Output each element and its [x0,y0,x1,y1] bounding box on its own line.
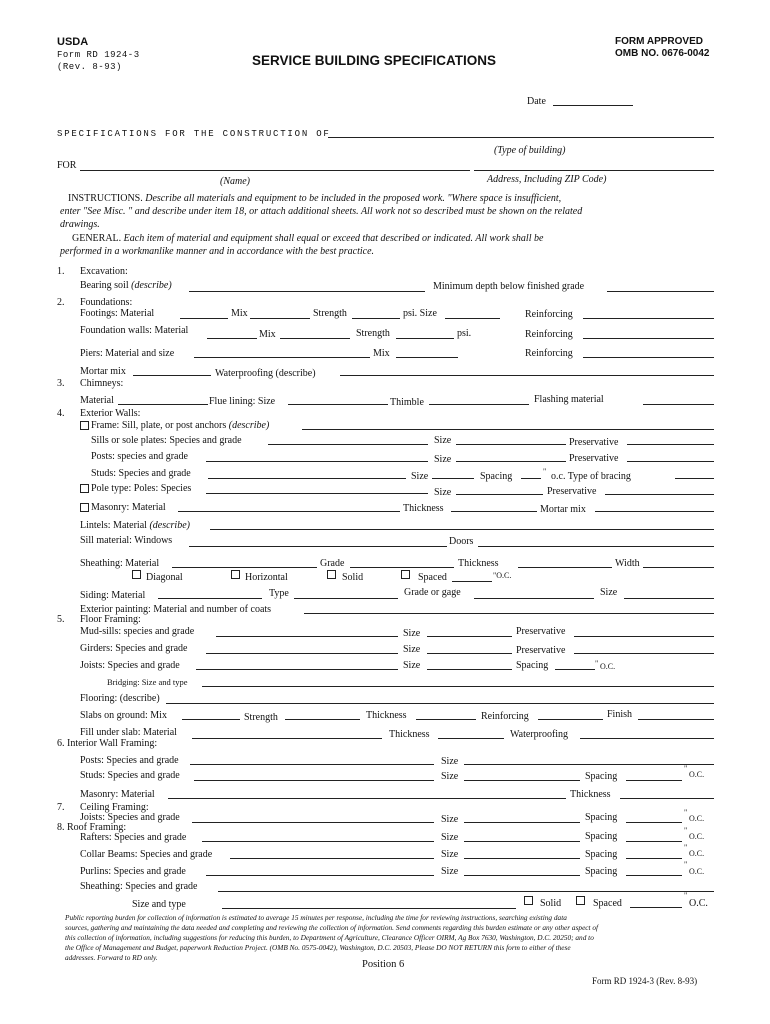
rafters-label: Rafters: Species and grade [80,832,187,843]
sills-size-label: Size [434,435,452,446]
section-3-number: 3. [57,378,65,389]
general-line-1: GENERAL. Each item of material and equipment shall equal or exceed that described or indicated. All work shall be [72,233,544,244]
slabs-strength-label: Strength [244,712,278,723]
posts-label: Posts: species and grade [91,451,188,462]
studs-bracing-label: o.c. Type of bracing [551,471,631,482]
grade-gage-label: Grade or gage [404,587,461,598]
building-type-caption: (Type of building) [494,145,566,156]
section-6-title: 6. Interior Wall Framing: [57,738,158,749]
joists-spacing-label: Spacing [516,660,549,671]
slabs-mix-field[interactable] [182,719,240,720]
joists-inch-mark: " [595,659,599,668]
sheathing-grade-field[interactable] [350,567,454,568]
mortar-mix-field[interactable] [133,375,211,376]
burden-line-2: sources, gathering and maintaining the data needed and completing and reviewing the collection of information. Send comments regarding this burden estimate or any other aspect of [65,923,599,932]
sheathing-width-label: Width [615,558,640,569]
girders-field[interactable] [206,653,398,654]
rafters-spacing-field[interactable] [626,841,682,842]
girders-preservative-field[interactable] [574,653,714,654]
iw-masonry-thickness-field[interactable] [620,798,714,799]
roof-solid-label: Solid [540,898,562,909]
sills-field[interactable] [268,444,428,445]
form-approved: FORM APPROVED [615,36,703,47]
fill-waterproofing-field[interactable] [580,738,714,739]
studs-inch-mark: " [543,467,547,476]
posts-size-label: Size [434,454,452,465]
slabs-reinforcing-label: Reinforcing [481,711,529,722]
ceiling-joists-field[interactable] [192,822,434,823]
burden-line-1: Public reporting burden for collection of information is estimated to average 15 minutes per response, including the time for reviewing instructions, searching existing data [65,913,567,922]
bridging-label: Bridging: Size and type [107,677,188,687]
fill-thickness-field[interactable] [438,738,504,739]
revision-label: (Rev. 8-93) [57,62,122,72]
iw-studs-size-field[interactable] [464,780,580,781]
horizontal-checkbox[interactable] [231,570,240,579]
slabs-strength-field[interactable] [285,719,360,720]
purlins-field[interactable] [206,875,434,876]
pole-species-field[interactable] [206,493,428,494]
walls-mix-label: Mix [259,329,276,340]
iw-posts-size-field[interactable] [464,764,714,765]
piers-label: Piers: Material and size [80,348,175,359]
iw-studs-size-label: Size [441,771,459,782]
siding-material-field[interactable] [158,598,262,599]
mudsills-size-field[interactable] [427,636,512,637]
lintels-field[interactable] [210,529,714,530]
roof-spaced-checkbox[interactable] [576,896,585,905]
flue-lining-field[interactable] [288,404,388,405]
pole-preservative-label: Preservative [547,486,597,497]
walls-material-field[interactable] [207,338,257,339]
section-4-title: Exterior Walls: [80,408,141,419]
piers-mix-field[interactable] [396,357,458,358]
footings-mix-field[interactable] [250,318,310,319]
section-7-title: Ceiling Framing: [80,802,149,813]
sills-label: Sills or sole plates: Species and grade [91,435,242,446]
sills-preservative-field[interactable] [627,444,714,445]
roof-solid-checkbox[interactable] [524,896,533,905]
iw-studs-oc-label: O.C. [689,770,705,779]
roof-spaced-label: Spaced [593,898,622,909]
waterproofing-field[interactable] [340,375,714,376]
diagonal-checkbox[interactable] [132,570,141,579]
section-1-title: Excavation: [80,266,128,277]
name-caption: (Name) [220,176,250,187]
sills-preservative-label: Preservative [569,437,619,448]
sheathing-thickness-field[interactable] [518,567,612,568]
sill-material-label: Sill material: Windows [80,535,173,546]
windows-field[interactable] [189,546,447,547]
lintels-label: Lintels: Material (describe) [80,520,190,531]
collar-beams-field[interactable] [230,858,434,859]
foundation-walls-label: Foundation walls: Material [80,325,189,336]
iw-studs-field[interactable] [194,780,434,781]
iw-posts-size-label: Size [441,756,459,767]
flooring-field[interactable] [166,703,714,704]
footings-material-field[interactable] [180,318,228,319]
masonry-field[interactable] [178,511,400,512]
walls-mix-field[interactable] [280,338,350,339]
section-7-number: 7. [57,802,65,813]
roof-sheathing-label: Sheathing: Species and grade [80,881,198,892]
chimney-material-field[interactable] [118,404,208,405]
omb-number: OMB NO. 0676-0042 [615,48,710,59]
general-line-2: performed in a workmanlike manner and in accordance with the best practice. [60,246,375,257]
building-type-field[interactable] [328,137,714,138]
fill-thickness-label: Thickness [389,729,430,740]
spaced-oc-label: "O.C. [493,571,512,580]
form-number: Form RD 1924-3 [57,50,140,60]
form-id-footer: Form RD 1924-3 (Rev. 8-93) [592,976,698,986]
mudsills-field[interactable] [216,636,398,637]
mudsills-label: Mud-sills: species and grade [80,626,195,637]
purlins-spacing-field[interactable] [626,875,682,876]
siding-type-field[interactable] [294,598,398,599]
burden-line-5: addresses. Forward to RD only. [65,953,158,962]
joists-spacing-field[interactable] [555,669,595,670]
purlins-oc-label: O.C. [689,867,705,876]
pole-type-label: Pole type: Poles: Species [91,483,192,494]
rafters-inch-mark: " [684,826,688,835]
slabs-reinforcing-field[interactable] [538,719,603,720]
mortar-mix-label: Mortar mix [80,366,126,377]
joists-size-field[interactable] [427,669,512,670]
fill-waterproofing-label: Waterproofing [510,729,569,740]
collar-beams-inch-mark: " [684,843,688,852]
slabs-label: Slabs on ground: Mix [80,710,167,721]
bracing-field[interactable] [675,478,714,479]
roof-spaced-field[interactable] [630,907,682,908]
collar-beams-spacing-label: Spacing [585,849,618,860]
instructions-line-3: drawings. [60,219,100,230]
pole-size-label: Size [434,487,452,498]
rafters-field[interactable] [202,841,434,842]
mortar-mix-label-2: Mortar mix [540,504,586,515]
footings-psi-size-label: psi. Size [403,308,437,319]
rafters-spacing-label: Spacing [585,831,618,842]
flue-lining-label: Flue lining: Size [209,396,276,407]
girders-label: Girders: Species and grade [80,643,188,654]
siding-size-label: Size [600,587,618,598]
purlins-spacing-label: Spacing [585,866,618,877]
collar-beams-size-label: Size [441,849,459,860]
siding-label: Siding: Material [80,590,146,601]
collar-beams-oc-label: O.C. [689,849,705,858]
min-depth-field[interactable] [607,291,714,292]
iw-masonry-thickness-label: Thickness [570,789,611,800]
chimney-material-label: Material [80,395,114,406]
diagonal-label: Diagonal [146,572,183,583]
collar-beams-label: Collar Beams: Species and grade [80,849,213,860]
address-field[interactable] [474,170,714,171]
grade-gage-field[interactable] [474,598,594,599]
bearing-soil-field[interactable] [189,291,425,292]
slabs-finish-field[interactable] [638,719,714,720]
mudsills-size-label: Size [403,628,421,639]
siding-size-field[interactable] [624,598,714,599]
construction-of-label: SPECIFICATIONS FOR THE CONSTRUCTION OF [57,129,331,139]
fill-label: Fill under slab: Material [80,727,177,738]
section-1-number: 1. [57,266,65,277]
walls-strength-label: Strength [356,328,390,339]
iw-studs-spacing-field[interactable] [626,780,682,781]
pole-type-checkbox[interactable] [80,484,89,493]
posts-preservative-field[interactable] [627,461,714,462]
ceiling-joists-inch-mark: " [684,808,688,817]
slabs-thickness-field[interactable] [416,719,476,720]
ceiling-joists-size-label: Size [441,814,459,825]
iw-masonry-label: Masonry: Material [80,789,155,800]
purlins-label: Purlins: Species and grade [80,866,186,877]
studs-spacing-label: Spacing [480,471,513,482]
ext-painting-label: Exterior painting: Material and number of coats [80,604,272,615]
iw-studs-label: Studs: Species and grade [80,770,180,781]
joists-size-label: Size [403,660,421,671]
iw-masonry-field[interactable] [168,798,566,799]
for-label: FOR [57,160,77,171]
thimble-label: Thimble [390,397,424,408]
studs-size-label: Size [411,471,429,482]
address-caption: Address, Including ZIP Code) [487,174,607,185]
iw-posts-label: Posts: Species and grade [80,755,179,766]
instructions-line-2: enter "See Misc. " and describe under item 18, or attach additional sheets. All work not so described must be shown on the related [60,206,583,217]
section-5-title: Floor Framing: [80,614,141,625]
flashing-field[interactable] [643,404,714,405]
posts-size-field[interactable] [456,461,566,462]
bearing-soil-label: Bearing soil (describe) [80,280,172,291]
ceiling-joists-spacing-field[interactable] [626,822,682,823]
footings-label: Footings: Material [80,308,155,319]
iw-studs-spacing-label: Spacing [585,771,618,782]
burden-line-3: this collection of information, including suggestions for reducing this burden, to Department of Agriculture, Clearance Officer OIRM, Ag Box 7630, Washington, D.C. 20250; and to [65,933,594,942]
slabs-finish-label: Finish [607,709,633,720]
masonry-label: Masonry: Material [91,502,166,513]
date-label: Date [527,96,546,107]
slabs-thickness-label: Thickness [366,710,407,721]
form-title: SERVICE BUILDING SPECIFICATIONS [252,53,497,68]
piers-field[interactable] [194,357,370,358]
joists-oc-label: O.C. [600,662,616,671]
sheathing-thickness-label: Thickness [458,558,499,569]
masonry-thickness-field[interactable] [451,511,537,512]
siding-type-label: Type [269,588,289,599]
sills-size-field[interactable] [456,444,566,445]
purlins-inch-mark: " [684,860,688,869]
piers-mix-label: Mix [373,348,390,359]
flooring-label: Flooring: (describe) [80,693,160,704]
footings-mix-label: Mix [231,308,248,319]
purlins-size-field[interactable] [464,875,580,876]
mudsills-preservative-field[interactable] [574,636,714,637]
frame-checkbox[interactable] [80,421,89,430]
sheathing-grade-label: Grade [320,558,345,569]
posts-field[interactable] [206,461,428,462]
iw-posts-field[interactable] [190,764,434,765]
size-type-field[interactable] [222,908,516,909]
section-2-number: 2. [57,297,65,308]
ceiling-joists-label: Joists: Species and grade [80,812,180,823]
collar-beams-size-field[interactable] [464,858,580,859]
instructions-line-1: INSTRUCTIONS. Describe all materials and equipment to be included in the proposed work. "Where space is insufficient, [68,193,562,204]
solid-checkbox[interactable] [327,570,336,579]
roof-sheathing-field[interactable] [218,891,714,892]
iw-studs-inch-mark: " [684,764,688,773]
section-5-number: 5. [57,614,65,625]
waterproofing-label: Waterproofing (describe) [215,368,316,379]
rafters-oc-label: O.C. [689,832,705,841]
ceiling-joists-oc-label: O.C. [689,814,705,823]
purlins-size-label: Size [441,866,459,877]
section-3-title: Chimneys: [80,378,124,389]
joists-label: Joists: Species and grade [80,660,180,671]
footings-strength-field[interactable] [352,318,400,319]
agency-label: USDA [57,36,89,48]
ceiling-joists-size-field[interactable] [464,822,580,823]
masonry-thickness-label: Thickness [403,503,444,514]
doors-label: Doors [449,536,474,547]
mudsills-preservative-label: Preservative [516,626,566,637]
spaced-label: Spaced [418,572,447,583]
horizontal-label: Horizontal [245,572,288,583]
spaced-oc-field[interactable] [452,581,492,582]
frame-label: Frame: Sill, plate, or post anchors (describe) [91,420,270,431]
walls-reinforcing-label: Reinforcing [525,329,573,340]
studs-spacing-field[interactable] [521,478,541,479]
masonry-checkbox[interactable] [80,503,89,512]
roof-spaced-oc-label: O.C. [689,898,708,909]
walls-strength-field[interactable] [396,338,454,339]
roof-spaced-inch-mark: " [684,891,688,900]
ext-painting-field[interactable] [304,613,714,614]
pole-preservative-field[interactable] [605,494,714,495]
spaced-checkbox[interactable] [401,570,410,579]
solid-label: Solid [342,572,364,583]
name-field[interactable] [80,170,470,171]
size-type-label: Size and type [132,899,186,910]
burden-line-4: the Office of Management and Budget, paperwork Reduction Project. (OMB No. 0575-0042), Washington, D.C. 20503, Please DO NOT RETURN this form to either of these [65,943,571,952]
sheathing-label: Sheathing: Material [80,558,160,569]
flashing-label: Flashing material [534,394,604,405]
mortar-mix-field-2[interactable] [595,511,714,512]
girders-preservative-label: Preservative [516,645,566,656]
pole-size-field[interactable] [456,494,543,495]
sheathing-width-field[interactable] [643,567,714,568]
footings-reinforcing-label: Reinforcing [525,309,573,320]
footings-size-field[interactable] [445,318,500,319]
footings-strength-label: Strength [313,308,347,319]
collar-beams-spacing-field[interactable] [626,858,682,859]
girders-size-label: Size [403,644,421,655]
bridging-field[interactable] [202,686,714,687]
section-8-title: 8. Roof Framing: [57,822,127,833]
frame-anchors-field[interactable] [302,429,714,430]
studs-label: Studs: Species and grade [91,468,191,479]
rafters-size-label: Size [441,832,459,843]
section-4-number: 4. [57,408,65,419]
fill-field[interactable] [192,738,382,739]
posts-preservative-label: Preservative [569,453,619,464]
piers-reinforcing-field[interactable] [583,357,714,358]
date-field[interactable] [553,105,633,106]
position-label: Position 6 [362,959,405,970]
studs-field[interactable] [208,478,406,479]
walls-psi-label: psi. [457,328,472,339]
girders-size-field[interactable] [427,653,512,654]
thimble-field[interactable] [429,404,529,405]
footings-reinforcing-field[interactable] [583,318,714,319]
ceiling-joists-spacing-label: Spacing [585,812,618,823]
joists-field[interactable] [196,669,398,670]
rafters-size-field[interactable] [464,841,580,842]
studs-size-field[interactable] [432,478,474,479]
sheathing-field[interactable] [172,567,317,568]
min-depth-label: Minimum depth below finished grade [433,281,585,292]
walls-reinforcing-field[interactable] [583,338,714,339]
doors-field[interactable] [478,546,714,547]
piers-reinforcing-label: Reinforcing [525,348,573,359]
section-2-title: Foundations: [80,297,133,308]
